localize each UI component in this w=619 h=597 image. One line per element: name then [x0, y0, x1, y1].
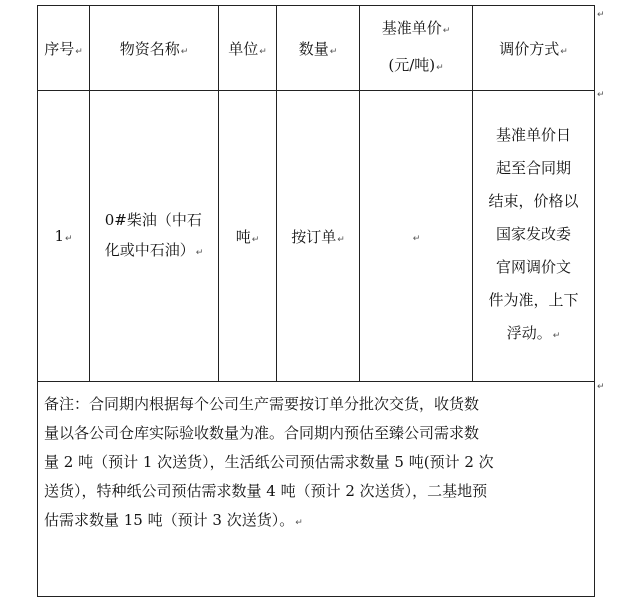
header-unit: 单位↵ — [219, 6, 277, 91]
table-row — [38, 91, 595, 382]
note-line: 备注：合同期内根据每个公司生产需要按订单分批次交货，收货数 — [44, 395, 480, 413]
header-row — [38, 6, 595, 91]
header-seq: 序号↵ — [38, 6, 90, 91]
header-price: 基准单价↵ (元/吨)↵ — [360, 6, 473, 91]
cell-price: ↵ — [360, 91, 473, 382]
row-end-mark: ↵ — [597, 10, 605, 20]
cell-name: 0#柴油（中石 化或中石油）↵ — [90, 91, 219, 382]
note-line: 送货），特种纸公司预估需求数量 4 吨（预计 2 次送货），二基地预 — [44, 482, 488, 500]
cell-adjust: 基准单价日 起至合同期 结束，价格以 国家发改委 官网调价文 件为准，上下 浮动。↵ — [473, 91, 595, 382]
materials-table — [37, 5, 595, 597]
row-end-mark: ↵ — [597, 90, 605, 100]
header-adjust: 调价方式↵ — [473, 6, 595, 91]
note-row — [38, 382, 595, 597]
cell-unit: 吨↵ — [219, 91, 277, 382]
row-end-mark: ↵ — [597, 382, 605, 392]
header-qty: 数量↵ — [277, 6, 360, 91]
note-line: 量以各公司仓库实际验收数量为准。合同期内预估至臻公司需求数 — [44, 424, 480, 442]
cell-seq: 1↵ — [38, 91, 90, 382]
note-line: 估需求数量 15 吨（预计 3 次送货）。↵ — [44, 511, 303, 529]
cell-qty: 按订单↵ — [277, 91, 360, 382]
note-line: 量 2 吨（预计 1 次送货），生活纸公司预估需求数量 5 吨(预计 2 次 — [44, 453, 494, 471]
header-name: 物资名称↵ — [90, 6, 219, 91]
note-cell — [38, 382, 595, 597]
document-sheet — [37, 5, 595, 597]
